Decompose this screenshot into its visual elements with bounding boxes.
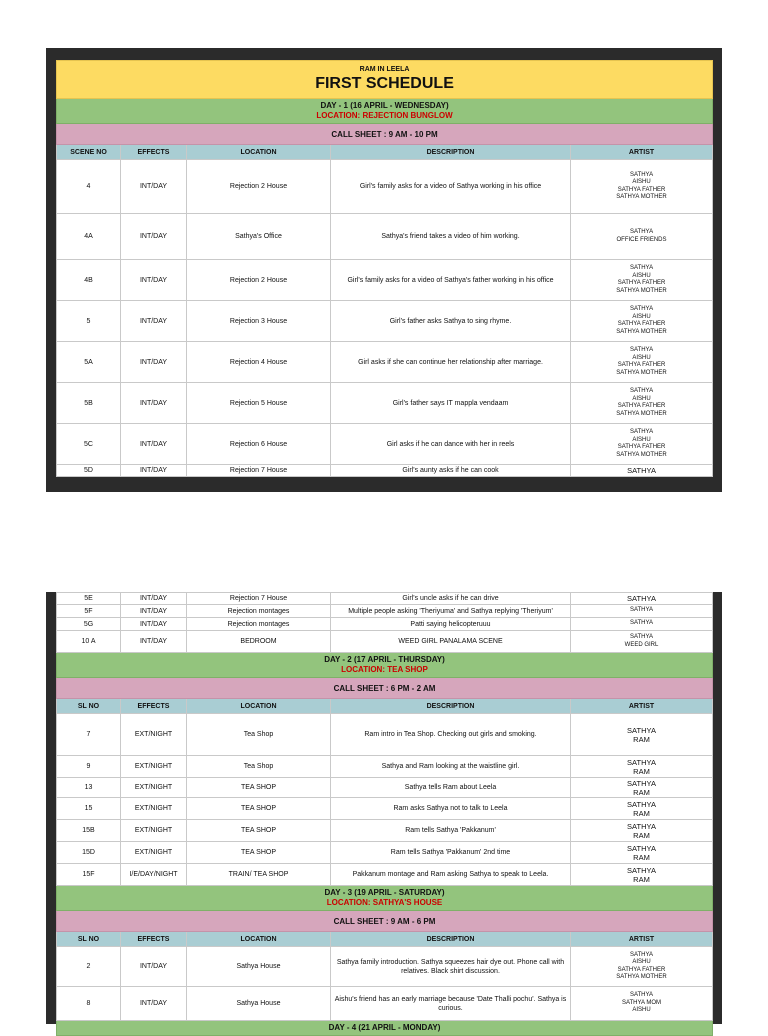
artist-name: AISHU [632, 313, 651, 320]
artist-name: AISHU [632, 179, 651, 185]
artist-name: SATHYA MOTHER [616, 410, 667, 417]
scene-effects: INT/DAY [121, 342, 187, 383]
column-header: DESCRIPTION [331, 699, 571, 714]
scene-artists [571, 631, 713, 653]
scene-effects: I/E/DAY/NIGHT [121, 864, 187, 886]
artist-name: SATHYA [629, 229, 654, 235]
scene-artists [571, 756, 713, 778]
scene-location: Rejection 2 House [187, 260, 331, 301]
scene-effects: INT/DAY [121, 301, 187, 342]
scene-location: Sathya House [187, 947, 331, 987]
artist-name: SATHYA [627, 594, 656, 603]
artist-name: SATHYA [627, 725, 656, 735]
artist-name: SATHYA FATHER [617, 321, 666, 327]
scene-location: TRAIN/ TEA SHOP [187, 864, 331, 886]
scene-effects: INT/DAY [121, 383, 187, 424]
scene-description: Ram intro in Tea Shop. Checking out girls and smoking. [331, 714, 571, 756]
scene-location: TEA SHOP [187, 820, 331, 842]
scene-effects: INT/DAY [121, 987, 187, 1021]
artist-name: RAM [633, 787, 650, 797]
scene-location: Sathya House [187, 987, 331, 1021]
artist-name: SATHYA FATHER [617, 186, 666, 193]
artist-name: AISHU [632, 354, 651, 361]
scene-row [57, 864, 713, 886]
artist-name: SATHYA [627, 865, 656, 875]
artist-name: SATHYA [629, 388, 654, 394]
scene-location: TEA SHOP [187, 842, 331, 864]
artist-name: RAM [633, 766, 650, 776]
scene-artists [571, 947, 713, 987]
artist-name: SATHYA MOTHER [616, 328, 667, 335]
scene-location: Rejection 3 House [187, 301, 331, 342]
day-label: DAY - 4 (21 APRIL - MONDAY) [328, 1023, 441, 1032]
scene-description: Patti saying helicopteruuu [331, 618, 571, 631]
scene-number: 15B [57, 820, 121, 842]
column-header: EFFECTS [121, 145, 187, 160]
column-header: ARTIST [571, 699, 713, 714]
schedule-page-2 [46, 592, 722, 1032]
scene-location: TEA SHOP [187, 778, 331, 798]
scene-description: Girl asks if he can dance with her in reels [331, 424, 571, 465]
scene-effects: EXT/NIGHT [121, 842, 187, 864]
scene-description: Pakkanum montage and Ram asking Sathya to speak to Leela. [331, 864, 571, 886]
column-header: ARTIST [571, 932, 713, 947]
artist-name: RAM [633, 830, 650, 840]
artist-name: AISHU [632, 1007, 651, 1014]
artist-name: WEED GIRL [624, 641, 659, 648]
scene-description: Girl's father asks Sathya to sing rhyme. [331, 301, 571, 342]
scene-effects: INT/DAY [121, 947, 187, 987]
project-name: RAM IN LEELA [359, 66, 410, 73]
scene-row [57, 714, 713, 756]
scene-row [57, 778, 713, 798]
scene-artists [571, 342, 713, 383]
scene-row [57, 383, 713, 424]
scene-artists [571, 605, 713, 618]
scene-effects: INT/DAY [121, 214, 187, 260]
artist-name: SATHYA [627, 466, 656, 475]
artist-name: SATHYA MOTHER [616, 369, 667, 376]
day-location: LOCATION: TEA SHOP [341, 665, 428, 674]
scene-description: Multiple people asking 'Theriyuma' and Sathya replying 'Theriyum' [331, 605, 571, 618]
scene-effects: INT/DAY [121, 160, 187, 214]
schedule-table-1 [56, 60, 713, 477]
scene-artists [571, 714, 713, 756]
scene-effects: INT/DAY [121, 593, 187, 605]
scene-artists [571, 383, 713, 424]
scene-effects: INT/DAY [121, 631, 187, 653]
header-row [57, 932, 713, 947]
scene-description: Girl's father says IT mappla vendaam [331, 383, 571, 424]
artist-name: SATHYA MOTHER [616, 194, 667, 200]
call-sheet-row [57, 678, 713, 699]
scene-row [57, 820, 713, 842]
artist-name: SATHYA [629, 171, 654, 178]
scene-description: Sathya and Ram looking at the waistline girl. [331, 756, 571, 778]
scene-location: Rejection 7 House [187, 593, 331, 605]
scene-artists [571, 593, 713, 605]
scene-location: TEA SHOP [187, 798, 331, 820]
artist-name: SATHYA FATHER [617, 362, 666, 368]
artist-name: SATHYA FATHER [617, 403, 666, 409]
column-header: SL NO [57, 699, 121, 714]
scene-row [57, 987, 713, 1021]
scene-description: Ram tells Sathya 'Pakkanum' 2nd time [331, 842, 571, 864]
scene-number: 8 [57, 987, 121, 1021]
artist-name: RAM [633, 734, 650, 744]
day-location: LOCATION: REJECTION BUNGLOW [316, 111, 453, 120]
artist-name: SATHYA [629, 347, 654, 353]
scene-row [57, 342, 713, 383]
scene-effects: EXT/NIGHT [121, 820, 187, 842]
scene-artists [571, 842, 713, 864]
scene-row [57, 424, 713, 465]
artist-name: SATHYA [627, 799, 656, 809]
scene-number: 2 [57, 947, 121, 987]
scene-row [57, 301, 713, 342]
artist-name: SATHYA [627, 821, 656, 831]
scene-description: Sathya family introduction. Sathya squeezes hair dye out. Phone call with relatives. Black shirt discussion. [331, 947, 571, 987]
scene-description: WEED GIRL PANALAMA SCENE [331, 631, 571, 653]
artist-name: SATHYA [629, 265, 654, 271]
scene-artists [571, 864, 713, 886]
scene-location: Rejection montages [187, 605, 331, 618]
artist-name: SATHYA MOTHER [616, 451, 667, 458]
scene-number: 10 A [57, 631, 121, 653]
artist-name: RAM [633, 874, 650, 884]
scene-row [57, 260, 713, 301]
artist-name: SATHYA MOTHER [616, 287, 667, 294]
scene-description: Sathya's friend takes a video of him working. [331, 214, 571, 260]
scene-description: Girl's uncle asks if he can drive [331, 593, 571, 605]
artist-name: SATHYA [627, 757, 656, 767]
call-sheet: CALL SHEET : 9 AM - 6 PM [57, 911, 713, 932]
day-label: DAY - 2 (17 APRIL - THURSDAY) [324, 655, 445, 664]
scene-number: 5F [57, 605, 121, 618]
scene-location: Rejection 6 House [187, 424, 331, 465]
scene-location: Rejection 5 House [187, 383, 331, 424]
scene-effects: INT/DAY [121, 424, 187, 465]
column-header: LOCATION [187, 932, 331, 947]
scene-effects: EXT/NIGHT [121, 778, 187, 798]
artist-name: SATHYA [629, 620, 654, 627]
scene-artists [571, 260, 713, 301]
scene-effects: EXT/NIGHT [121, 714, 187, 756]
column-header: LOCATION [187, 699, 331, 714]
scene-location: BEDROOM [187, 631, 331, 653]
artist-name: AISHU [632, 272, 651, 279]
scene-description: Girl's family asks for a video of Sathya working in his office [331, 160, 571, 214]
artist-name: RAM [633, 808, 650, 818]
column-header: ARTIST [571, 145, 713, 160]
day-row [57, 886, 713, 911]
artist-name: SATHYA FATHER [617, 966, 666, 973]
scene-number: 15F [57, 864, 121, 886]
artist-name: SATHYA [627, 843, 656, 853]
artist-name: SATHYA [629, 306, 654, 312]
scene-artists [571, 465, 713, 477]
call-sheet-row [57, 911, 713, 932]
scene-number: 5E [57, 593, 121, 605]
artist-name: SATHYA MOM [621, 999, 662, 1006]
scene-location: Rejection 4 House [187, 342, 331, 383]
day-row [57, 653, 713, 678]
scene-artists [571, 798, 713, 820]
day-label: DAY - 3 (19 APRIL - SATURDAY) [324, 888, 445, 897]
artist-name: SATHYA [629, 992, 654, 999]
scene-location: Rejection 2 House [187, 160, 331, 214]
scene-number: 15D [57, 842, 121, 864]
scene-number: 7 [57, 714, 121, 756]
artist-name: SATHYA [629, 634, 654, 640]
scene-location: Rejection montages [187, 618, 331, 631]
scene-number: 5A [57, 342, 121, 383]
scene-description: Girl asks if she can continue her relationship after marriage. [331, 342, 571, 383]
artist-name: SATHYA [629, 429, 654, 435]
scene-description: Girl's family asks for a video of Sathya's father working in his office [331, 260, 571, 301]
artist-name: AISHU [632, 959, 651, 965]
scene-number: 13 [57, 778, 121, 798]
scene-description: Ram asks Sathya not to talk to Leela [331, 798, 571, 820]
scene-effects: INT/DAY [121, 260, 187, 301]
scene-location: Sathya's Office [187, 214, 331, 260]
day-row [57, 1021, 713, 1036]
schedule-page-1 [46, 48, 722, 492]
scene-artists [571, 301, 713, 342]
scene-artists [571, 424, 713, 465]
scene-row [57, 756, 713, 778]
artist-name: SATHYA [629, 607, 654, 614]
call-sheet: CALL SHEET : 6 PM - 2 AM [57, 678, 713, 699]
scene-description: Aishu's friend has an early marriage because 'Date Thalli pochu'. Sathya is curious. [331, 987, 571, 1021]
schedule-table-2 [56, 592, 713, 1036]
scene-artists [571, 987, 713, 1021]
column-header: SCENE NO [57, 145, 121, 160]
schedule-title: FIRST SCHEDULE [315, 75, 454, 92]
day-location: LOCATION: SATHYA'S HOUSE [326, 898, 443, 907]
scene-number: 4B [57, 260, 121, 301]
scene-row [57, 605, 713, 618]
artist-name: OFFICE FRIENDS [616, 236, 667, 243]
scene-effects: EXT/NIGHT [121, 798, 187, 820]
scene-artists [571, 820, 713, 842]
scene-number: 4A [57, 214, 121, 260]
artist-name: RAM [633, 852, 650, 862]
column-header: EFFECTS [121, 699, 187, 714]
scene-row [57, 214, 713, 260]
scene-artists [571, 160, 713, 214]
scene-effects: INT/DAY [121, 618, 187, 631]
scene-location: Rejection 7 House [187, 465, 331, 477]
scene-effects: EXT/NIGHT [121, 756, 187, 778]
scene-row [57, 842, 713, 864]
call-sheet: CALL SHEET : 9 AM - 10 PM [57, 124, 713, 145]
artist-name: AISHU [632, 395, 651, 402]
scene-row [57, 618, 713, 631]
day-label: DAY - 1 (16 APRIL - WEDNESDAY) [320, 101, 449, 110]
scene-row [57, 160, 713, 214]
artist-name: AISHU [632, 436, 651, 443]
scene-location: Tea Shop [187, 714, 331, 756]
scene-number: 5C [57, 424, 121, 465]
scene-number: 5 [57, 301, 121, 342]
artist-name: SATHYA FATHER [617, 444, 666, 450]
column-header: DESCRIPTION [331, 145, 571, 160]
scene-number: 5G [57, 618, 121, 631]
scene-artists [571, 778, 713, 798]
artist-name: SATHYA [627, 778, 656, 788]
scene-artists [571, 618, 713, 631]
scene-location: Tea Shop [187, 756, 331, 778]
scene-description: Girl's aunty asks if he can cook [331, 465, 571, 477]
scene-number: 4 [57, 160, 121, 214]
artist-name: SATHYA [629, 951, 654, 958]
scene-row [57, 947, 713, 987]
column-header: EFFECTS [121, 932, 187, 947]
scene-number: 9 [57, 756, 121, 778]
scene-row [57, 465, 713, 477]
header-row [57, 145, 713, 160]
scene-description: Sathya tells Ram about Leela [331, 778, 571, 798]
scene-artists [571, 214, 713, 260]
scene-row [57, 593, 713, 605]
scene-effects: INT/DAY [121, 605, 187, 618]
header-row [57, 699, 713, 714]
scene-number: 5B [57, 383, 121, 424]
scene-row [57, 798, 713, 820]
column-header: DESCRIPTION [331, 932, 571, 947]
column-header: LOCATION [187, 145, 331, 160]
scene-description: Ram tells Sathya 'Pakkanum' [331, 820, 571, 842]
scene-row [57, 631, 713, 653]
scene-effects: INT/DAY [121, 465, 187, 477]
column-header: SL NO [57, 932, 121, 947]
scene-number: 15 [57, 798, 121, 820]
artist-name: SATHYA FATHER [617, 280, 666, 286]
scene-number: 5D [57, 465, 121, 477]
artist-name: SATHYA MOTHER [616, 974, 667, 980]
